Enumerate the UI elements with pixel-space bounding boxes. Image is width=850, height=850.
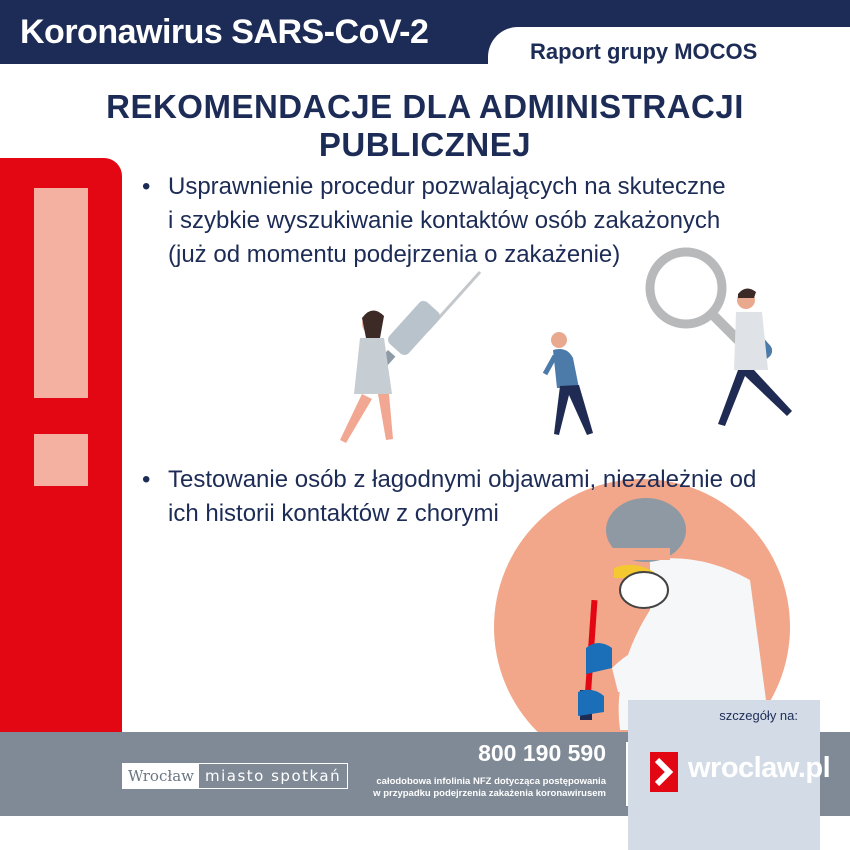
header-title: Koronawirus SARS-CoV-2 — [20, 13, 429, 51]
bullet-testing — [142, 463, 808, 531]
bullet-line: ich historii kontaktów z chorymi — [168, 500, 499, 527]
report-label: Raport grupy MOCOS — [530, 39, 758, 64]
page-headline: REKOMENDACJE DLA ADMINISTRACJI PUBLICZNEJ — [106, 88, 744, 163]
logo-city: Wrocław — [123, 764, 199, 788]
nurse-syringe-illustration — [340, 272, 480, 443]
footer-divider — [626, 742, 628, 806]
walking-person-illustration — [545, 332, 593, 435]
bullet-dot: • — [142, 466, 151, 493]
bullet-contact-tracing — [142, 170, 788, 272]
magnifier-person-illustration — [650, 252, 792, 426]
infoline-line: w przypadku podejrzenia zakażenia koronawirusem — [373, 788, 606, 799]
logo-motto: miasto spotkań — [205, 767, 342, 785]
phone-number[interactable]: 800 190 590 — [478, 740, 606, 766]
bullet-dot: • — [142, 173, 151, 200]
wroclaw-logo — [122, 763, 348, 789]
details-label: szczegóły na: — [719, 708, 798, 723]
bullet-line: Usprawnienie procedur pozwalających na skuteczne — [168, 173, 726, 200]
infoline-line: całodobowa infolinia NFZ dotycząca postępowania — [376, 776, 606, 787]
chevron-right-icon — [650, 752, 678, 792]
infoline-description — [360, 776, 606, 800]
bullet-line: Testowanie osób z łagodnymi objawami, niezależnie od — [168, 466, 757, 493]
website-link[interactable]: wroclaw.pl — [688, 752, 831, 784]
bullet-line: i szybkie wyszukiwanie kontaktów osób zakażonych — [168, 207, 721, 234]
bullet-line: (już od momentu podejrzenia o zakażenie) — [168, 241, 621, 268]
